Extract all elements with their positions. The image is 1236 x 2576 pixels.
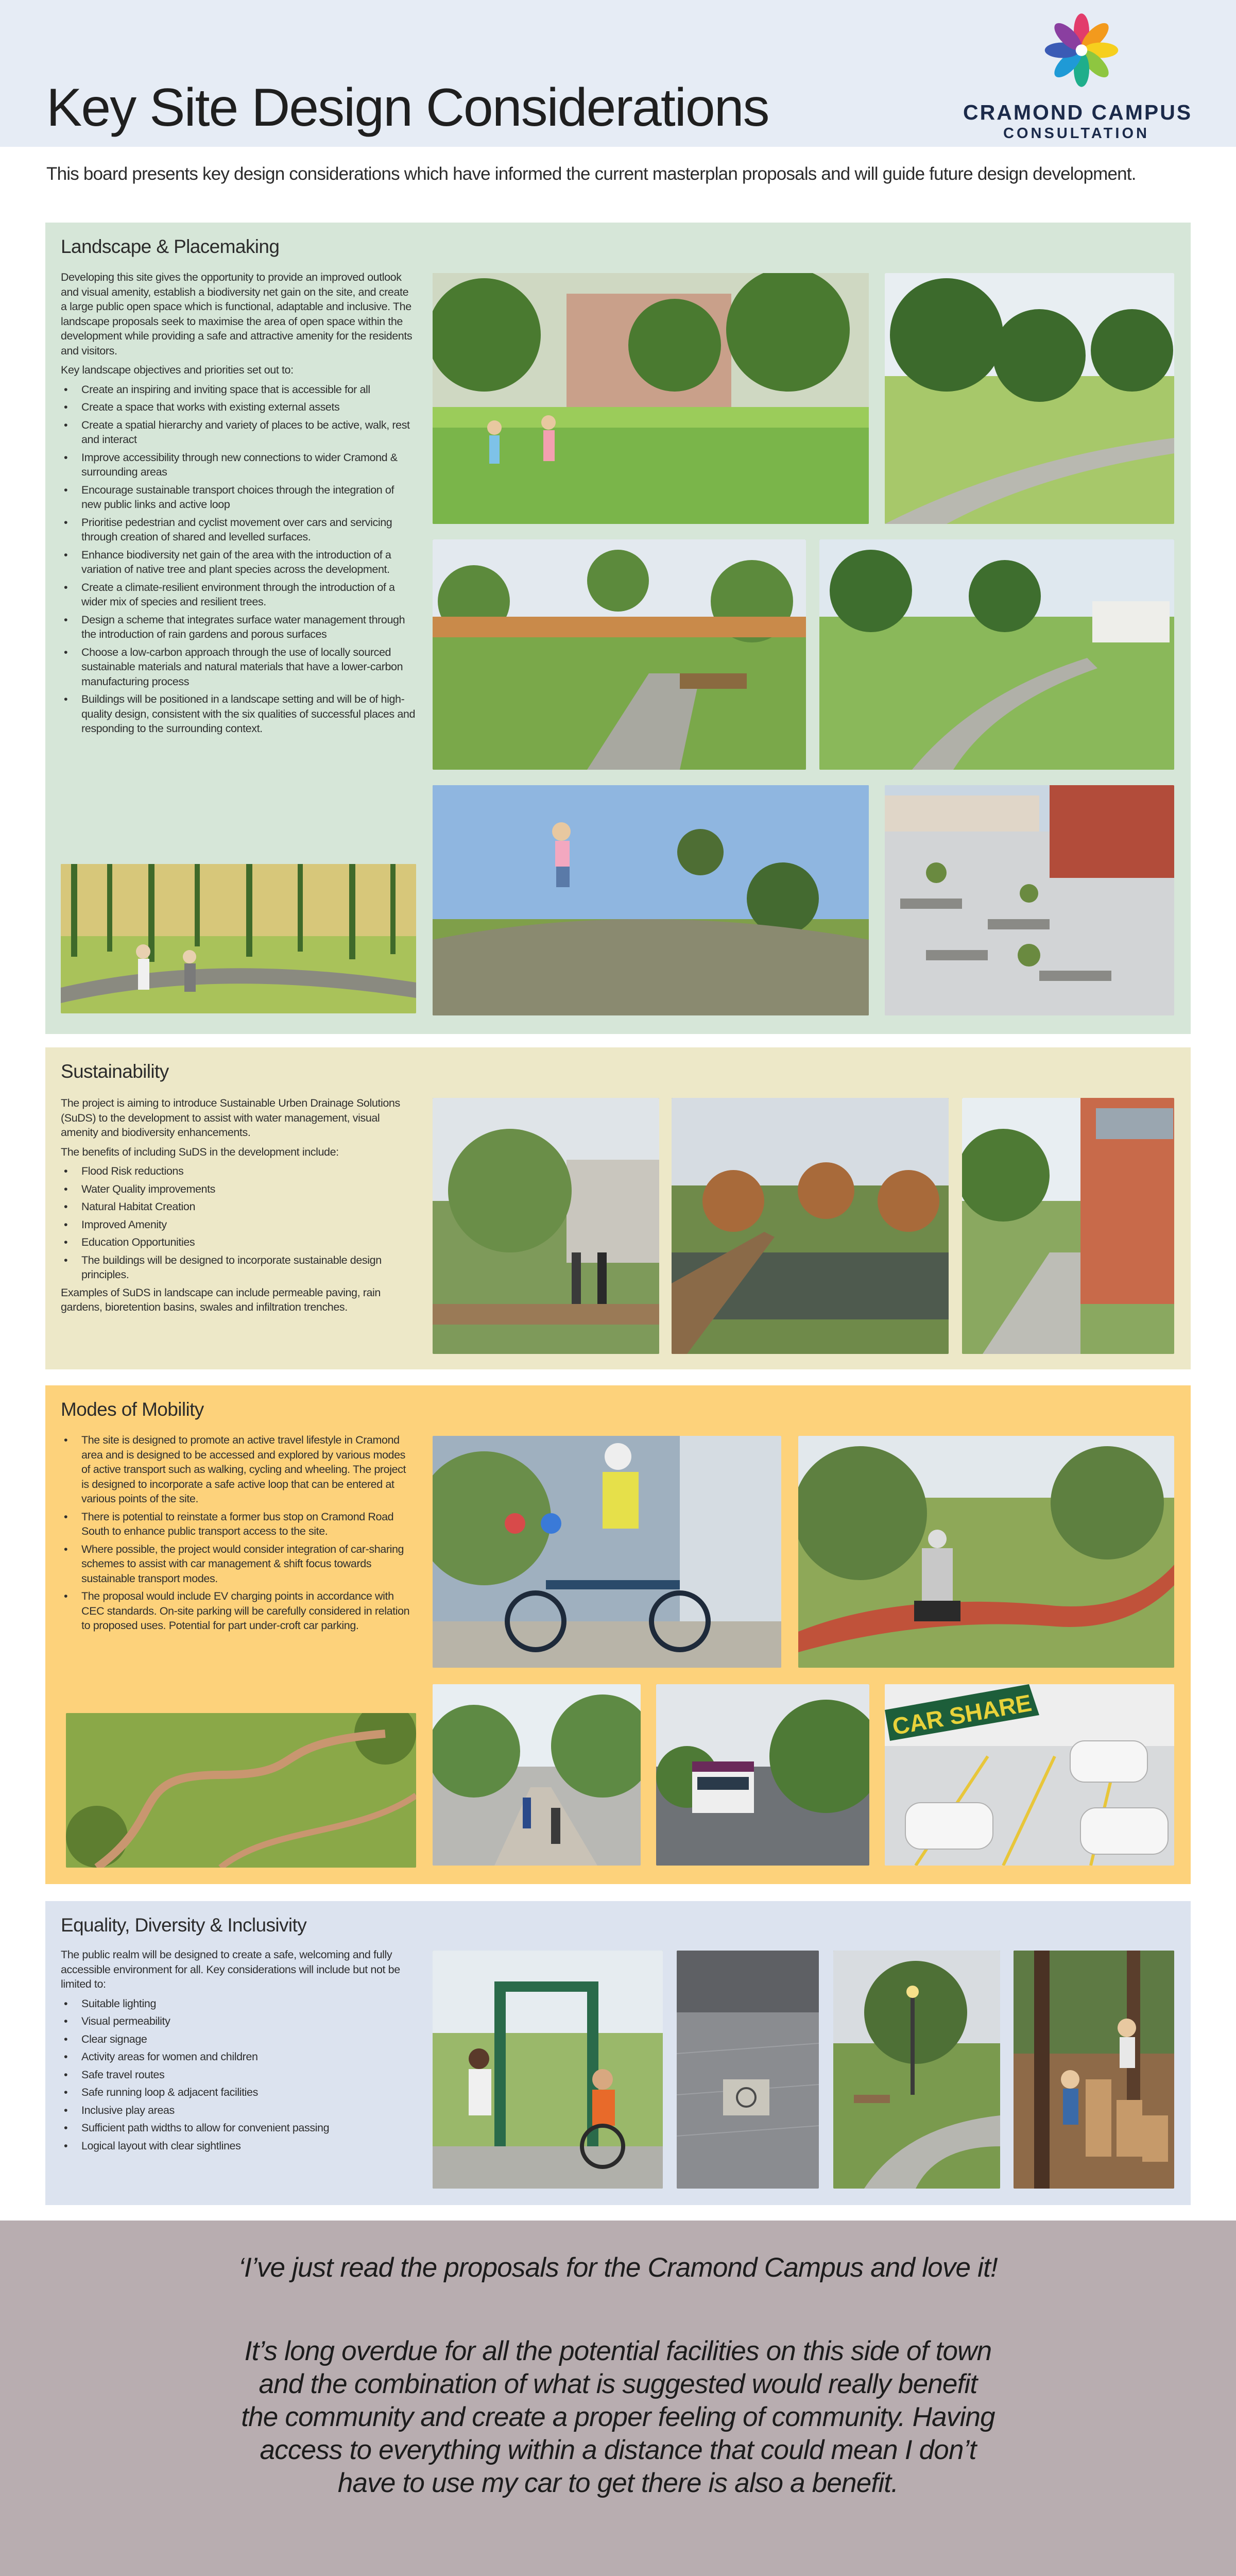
header-band (0, 0, 1236, 147)
list-item: • Where possible, the project would consider integration of car-sharing schemes to assist with car management & shift focus towards sustainable transport modes. (61, 1542, 416, 1586)
photo-pedestrians-cyclists-street (433, 1684, 641, 1866)
photo-lit-path-bench (833, 1951, 1000, 2189)
sustainability-intro: The project is aiming to introduce Sustainable Urben Drainage Solutions (SuDS) to the development to assist with water management, visual amenity and biodiversity enhancements. (61, 1097, 400, 1139)
photo-bus-on-road (656, 1684, 869, 1866)
logo-name: CRAMOND CAMPUS (963, 100, 1193, 124)
quote-body-line: access to everything within a distance that could mean I don’t (260, 2435, 976, 2465)
photo-car-share-ev-parking (885, 1684, 1174, 1866)
list-item: • Choose a low-carbon approach through the use of locally sourced sustainable materials and natural materials that have a lower-carbon manufacturing process (61, 645, 416, 689)
car-share-sign: CAR SHARE (890, 1689, 1034, 1740)
photo-children-playing-park (433, 273, 869, 524)
equality-intro: The public realm will be designed to create a safe, welcoming and fully accessible environment for all. Key considerations will include but not be limited to: (61, 1948, 400, 1990)
list-item: • Sufficient path widths to allow for convenient passing (61, 2121, 416, 2136)
sustainability-examples: Examples of SuDS in landscape can include permeable paving, rain gardens, bioretention basins, swales and infiltration trenches. (61, 1286, 381, 1313)
photo-wetland-pond-boardwalk (672, 1098, 949, 1354)
list-item: • Education Opportunities (61, 1235, 416, 1250)
list-item: • Enhance biodiversity net gain of the area with the introduction of a variation of native tree and plant species across the development. (61, 548, 416, 577)
landscape-title: Landscape & Placemaking (61, 236, 280, 257)
list-item: • Clear signage (61, 2032, 416, 2047)
list-item: • Suitable lighting (61, 1996, 416, 2011)
list-item: • Encourage sustainable transport choices through the integration of new public links and active loop (61, 483, 416, 512)
list-item: • The site is designed to promote an active travel lifestyle in Cramond area and is designed to be accessed and explored by various modes of active transport such as walking, cycling and wheeling. The project is designed to incorporate a safe active loop that can be entered at various points of the site. (61, 1433, 416, 1506)
photo-family-walking-path (61, 864, 416, 1013)
list-item: • Visual permeability (61, 2014, 416, 2029)
list-item: • The proposal would include EV charging points in accordance with CEC standards. On-site parking will be carefully considered in relation to proposed uses. Potential for part under-croft car parking. (61, 1589, 416, 1633)
photo-accessible-paving-symbol (677, 1951, 819, 2189)
photo-girl-jumping-rocks (433, 785, 869, 1015)
list-item: • Buildings will be positioned in a landscape setting and will be of high-quality design, consistent with the six qualities of successful places and responding to the surrounding context. (61, 692, 416, 736)
landscape-objectives-label: Key landscape objectives and priorities set out to: (61, 364, 294, 376)
quote-opening-line: ‘I’ve just read the proposals for the Cramond Campus and love it! (238, 2252, 998, 2283)
list-item: • Safe travel routes (61, 2067, 416, 2082)
list-item: • Activity areas for women and children (61, 2049, 416, 2064)
quote-body-line: have to use my car to get there is also a benefit. (337, 2468, 899, 2498)
equality-considerations-list (61, 1996, 416, 2154)
quote-body-line: and the combination of what is suggested would really benefit (259, 2369, 977, 2399)
photo-cargo-bike-family (433, 1436, 781, 1668)
list-item: • Create a space that works with existing external assets (61, 400, 416, 415)
intro-text: This board presents key design considerations which have informed the current masterplan proposals and will guide future design development. (46, 164, 1136, 184)
list-item: • There is potential to reinstate a former bus stop on Cramond Road South to enhance public transport access to the site. (61, 1510, 416, 1539)
list-item: • Natural Habitat Creation (61, 1199, 416, 1214)
list-item: • Create an inspiring and inviting space that is accessible for all (61, 382, 416, 397)
quote-body-line: the community and create a proper feeling of community. Having (241, 2402, 995, 2432)
list-item: • Safe running loop & adjacent facilities (61, 2085, 416, 2100)
landscape-objectives-list (61, 382, 416, 736)
mobility-panel (45, 1385, 1191, 1884)
equality-panel (45, 1901, 1191, 2205)
photo-rain-garden-street (962, 1098, 1174, 1354)
landscape-intro: Developing this site gives the opportunity to provide an improved outlook and visual amenity, establish a biodiversity net gain on the site, and create a large public open space which is functional, adaptable and inclusive. The landscape proposals seek to maximise the area of open space within the development while providing a safe and attractive amenity for the residents and visitors. (61, 271, 413, 357)
list-item: • The buildings will be designed to incorporate sustainable design principles. (61, 1253, 416, 1282)
list-item: • Create a spatial hierarchy and variety of places to be active, walk, rest and interact (61, 418, 416, 447)
photo-rain-garden-swale (819, 539, 1174, 770)
sustainability-title: Sustainability (61, 1061, 169, 1082)
photo-inclusive-outdoor-gym (433, 1951, 663, 2189)
landscape-text (61, 270, 416, 739)
list-item: • Prioritise pedestrian and cyclist movement over cars and servicing through creation of shared and levelled surfaces. (61, 515, 416, 545)
equality-text (61, 1947, 416, 2156)
mobility-list (61, 1433, 416, 1633)
photo-winding-path-aerial (66, 1713, 416, 1868)
photo-path-through-meadow (885, 273, 1174, 524)
list-item: • Improve accessibility through new connections to wider Cramond & surrounding areas (61, 450, 416, 480)
photo-boardwalk-garden (433, 539, 806, 770)
photo-mobility-scooter-path (798, 1436, 1174, 1668)
list-item: • Design a scheme that integrates surface water management through the introduction of rain gardens and porous surfaces (61, 613, 416, 642)
logo-subtitle: CONSULTATION (1003, 125, 1149, 142)
list-item: • Inclusive play areas (61, 2103, 416, 2118)
photo-public-plaza-benches (885, 785, 1174, 1015)
quote-body (0, 2335, 1236, 2500)
list-item: • Flood Risk reductions (61, 1164, 416, 1179)
photo-children-timber-play (1014, 1951, 1174, 2189)
cramond-campus-logo (963, 10, 1193, 142)
mobility-text (61, 1433, 416, 1636)
resident-quote-band (0, 2221, 1236, 2576)
sustainability-benefits-list (61, 1164, 416, 1282)
flower-logo-icon (1043, 10, 1120, 90)
list-item: • Water Quality improvements (61, 1182, 416, 1197)
landscape-panel (45, 223, 1191, 1034)
list-item: • Improved Amenity (61, 1217, 416, 1232)
mobility-title: Modes of Mobility (61, 1399, 204, 1420)
list-item: • Logical layout with clear sightlines (61, 2139, 416, 2154)
quote-body-line: It’s long overdue for all the potential facilities on this side of town (244, 2336, 992, 2366)
page-title: Key Site Design Considerations (46, 78, 769, 138)
list-item: • Create a climate-resilient environment through the introduction of a wider mix of species and resilient trees. (61, 580, 416, 609)
sustainability-text (61, 1096, 416, 1319)
sustainability-panel (45, 1047, 1191, 1369)
sustainability-benefits-label: The benefits of including SuDS in the development include: (61, 1145, 339, 1158)
equality-title: Equality, Diversity & Inclusivity (61, 1914, 307, 1936)
photo-suds-boardwalk-people (433, 1098, 659, 1354)
